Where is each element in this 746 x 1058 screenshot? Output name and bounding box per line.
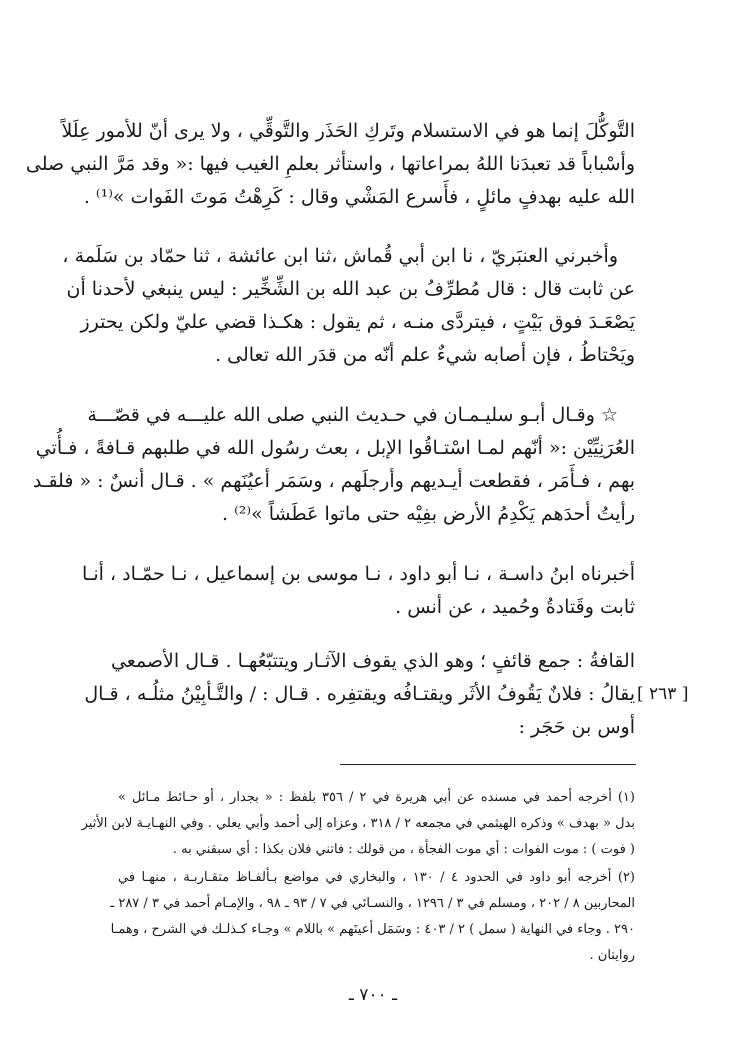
footnote-line: (٢) أخرجه أبو داود في الحدود ٤ / ١٣٠ ، والبخاري في مواضع بـألفـاظ متقـاربـة ، منهـا في: [118, 870, 635, 885]
body-line: القافةُ : جمع قائفٍ ؛ وهو الذي يقوف الآثـار ويتتبّعُهـا . قـال الأصمعي: [110, 650, 635, 672]
body-line: يَصْعَـدَ فوق بَيْتٍ ، فيتردَّى منـه ، ثم يقول : هكـذا قضي عليّ ولكن يحترز: [80, 311, 635, 333]
footnote-line: ( فوت ) : موت الفوات : أي موت الفجأة ، من قولك : فاتني فلان بكذا : أي سبقني به .: [172, 842, 635, 857]
body-line: رأيتُ أحدَهم يَكْدِمُ الأرض بفِيْه حتى ماتوا عَطَشاً »⁽²⁾ .: [222, 503, 635, 525]
footnote-separator: [340, 764, 636, 765]
footnote-line: ٢٩٠ . وجاء في النهاية ( سمل ) ٢ / ٤٠٣ : وسَمَل أعينَهم » باللام » وجـاء كـذلـك في الشرح ، وهمـا: [110, 922, 635, 937]
body-line: ☆ وقـال أبـو سليـمـان في حـديث النبي صلى الله عليـــه في قصّـــة: [87, 404, 618, 426]
footnote-line: المحاربين ٨ / ٢٠٢ ، ومسلم في ٣ / ١٢٩٦ ، والنسـائي في ٧ / ٩٣ ـ ٩٨ ، والإمـام أحمد في ٣ / ٢٨٧ ـ: [110, 896, 635, 911]
body-line: يقالُ : فلانٌ يَقُوفُ الأثَر ويقتـافُه ويقتفِره . قـال : / والتَّـأبِيْنُ مثلُـه ، قـال: [84, 683, 635, 705]
body-line: العُرَنِيِّيْن :« أنّهم لمـا اسْتـاقُوا الإبل ، بعث رسُول الله في طلبهم قـافةً ، فـأُتي: [35, 437, 635, 459]
footnote-line: روايتان .: [589, 948, 635, 963]
body-line: ثابت وقَتادةُ وحُميد ، عن أنس .: [395, 596, 635, 618]
margin-page-marker: [ ٢٦٣ ]: [637, 684, 689, 704]
body-line: بهم ، فـأَمَر ، فقطعت أيـديهم وأرجلَهم ، وسَمَر أعيُنَهم » . قـال أنسٌ : « فلقـد: [32, 470, 635, 492]
body-line: الله عليه بهدفٍ مائلٍ ، فأَسرع المَشْي وقال : كَرِهْتُ مَوتَ الفَوات »⁽¹⁾ .: [83, 186, 635, 208]
body-line: ويَحْتاطُ ، فإن أصابه شيءٌ علم أنّه من قدَر الله تعالى .: [215, 344, 635, 366]
body-line: عن ثابت قال : قال مُطرِّفُ بن عبد الله بن الشِّخِّير : ليس ينبغي لأحدنا أن: [66, 278, 635, 300]
page-number: ـ ٧٠٠ ـ: [348, 985, 398, 1005]
body-line: أخبرناه ابنُ داسـة ، نـا أبو داود ، نـا موسى بن إسماعيل ، نـا حمّـاد ، أنـا: [82, 563, 635, 585]
footnote-line: بدل « بهدف » وذكره الهيثمي في مجمعه ٢ / ٣١٨ ، وعزاه إلى أحمد وأبي يعلي . وفي النهـايـة لابن الأثير: [81, 816, 635, 831]
body-line: التَّوكُّلَ إنما هو في الاستسلام وتَركِ الحَذَر والتَّوقِّي ، ولا يرى أنّ للأمور عِلَلاً: [61, 120, 635, 142]
body-line: أوس بن حَجَر :: [518, 716, 635, 738]
body-line: وأسْباباً قد تعبدَنا اللهُ بمراعاتها ، واستأثر بعلمِ الغيب فيها :« وقد مَرَّ النبي صلى: [25, 153, 635, 175]
body-line: وأخبرني العنبَريّ ، نا ابن أبي قُماش ،ثنا ابن عائشة ، ثنا حمّاد بن سَلَمة ،: [62, 245, 618, 267]
footnote-line: (١) أخرجه أحمد في مسنده عن أبي هريرة في ٢ / ٣٥٦ بلفظ : « بجدار ، أو حـائط مـائل »: [118, 790, 635, 805]
